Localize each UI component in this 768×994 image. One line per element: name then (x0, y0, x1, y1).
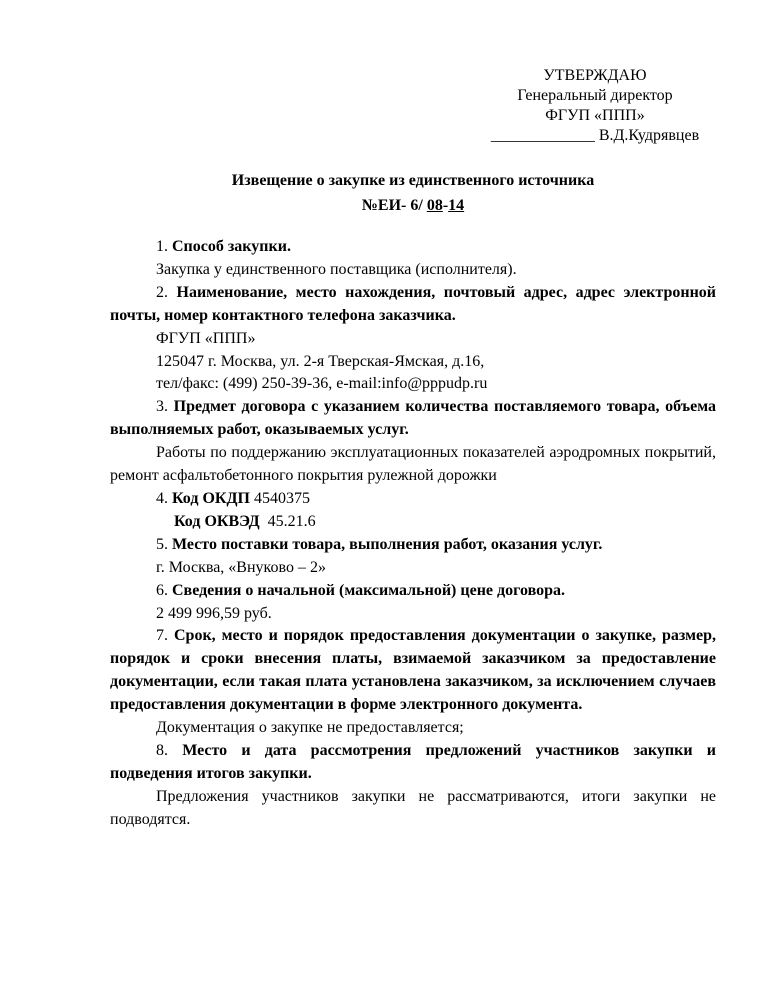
section-5-text: г. Москва, «Внуково – 2» (156, 558, 326, 576)
signature-line (470, 126, 720, 146)
section-heading: Срок, место и порядок предоставления документации о закупке, размер, порядок и сроки внесения платы, взимаемой заказчиком за предоставление документации, если такая плата установлена заказчиком, за исключением случаев предоставления документации в форме электронного документа. (110, 627, 716, 714)
approval-block (470, 66, 720, 146)
section-8-text: Предложения участников закупки не рассматриваются, итоги закупки не подводятся. (110, 787, 716, 828)
section-number: 7. (156, 627, 174, 645)
document-title (110, 168, 716, 218)
section-8-heading (110, 740, 716, 786)
section-number: 2. (156, 283, 177, 301)
section-2-org: ФГУП «ППП» (156, 329, 256, 347)
section-number: 4. (156, 489, 172, 507)
section-heading: Место поставки товара, выполнения работ, оказания услуг. (172, 535, 603, 553)
notice-number-year: 14 (448, 197, 465, 214)
title-line: Извещение о закупке из единственного источника (231, 172, 595, 189)
section-7-heading (110, 625, 716, 717)
okved-value: 45.21.6 (259, 512, 316, 530)
notice-number (110, 193, 716, 218)
section-number: 8. (156, 741, 183, 759)
okved-label: Код ОКВЭД (174, 512, 260, 530)
notice-number-dash: - (442, 197, 449, 214)
section-number: 3. (156, 398, 174, 416)
section-heading: Место и дата рассмотрения предложений участников закупки и подведения итогов закупки. (110, 741, 716, 782)
section-4-okdp (110, 488, 716, 511)
approver-organization: ФГУП «ППП» (545, 107, 645, 124)
section-6-heading (110, 580, 716, 603)
section-1-heading (110, 236, 716, 259)
section-heading: Способ закупки. (172, 238, 291, 255)
section-heading: Сведения о начальной (максимальной) цене договора. (172, 581, 566, 599)
section-heading: Наименование, место нахождения, почтовый адрес, адрес электронной почты, номер контактного телефона заказчика. (110, 283, 717, 324)
section-number: 1. (156, 238, 172, 255)
section-3-heading (110, 396, 716, 442)
signer-name: В.Д.Кудрявцев (598, 127, 700, 144)
section-number: 6. (156, 581, 172, 599)
okdp-value: 4540375 (249, 489, 310, 507)
notice-number-month: 08 (426, 197, 443, 214)
section-2-contacts: тел/факс: (499) 250-39-36, e-mail:info@pppudp.ru (156, 375, 488, 393)
section-1-text: Закупка у единственного поставщика (исполнителя). (156, 260, 517, 278)
signature-blank: _____________ (490, 127, 595, 144)
approver-position: Генеральный директор (517, 87, 673, 104)
section-5-heading (110, 534, 716, 557)
document-body (110, 236, 716, 832)
section-6-text: 2 499 996,59 руб. (156, 604, 272, 622)
section-2-address: 125047 г. Москва, ул. 2-я Тверская-Ямская, д.16, (156, 352, 485, 370)
approval-heading: УТВЕРЖДАЮ (543, 67, 647, 84)
section-heading: Предмет договора с указанием количества поставляемого товара, объема выполняемых работ, оказываемых услуг. (110, 398, 716, 439)
section-number: 5. (156, 535, 172, 553)
section-2-heading (110, 282, 716, 328)
section-7-text: Документация о закупке не предоставляется; (156, 719, 464, 737)
section-4-okved (110, 511, 716, 534)
section-3-text: Работы по поддержанию эксплуатационных показателей аэродромных покрытий, ремонт асфальтобетонного покрытия рулежной дорожки (110, 444, 716, 485)
notice-number-prefix: №ЕИ- 6/ (361, 197, 427, 214)
okdp-label: Код ОКДП (172, 489, 250, 507)
